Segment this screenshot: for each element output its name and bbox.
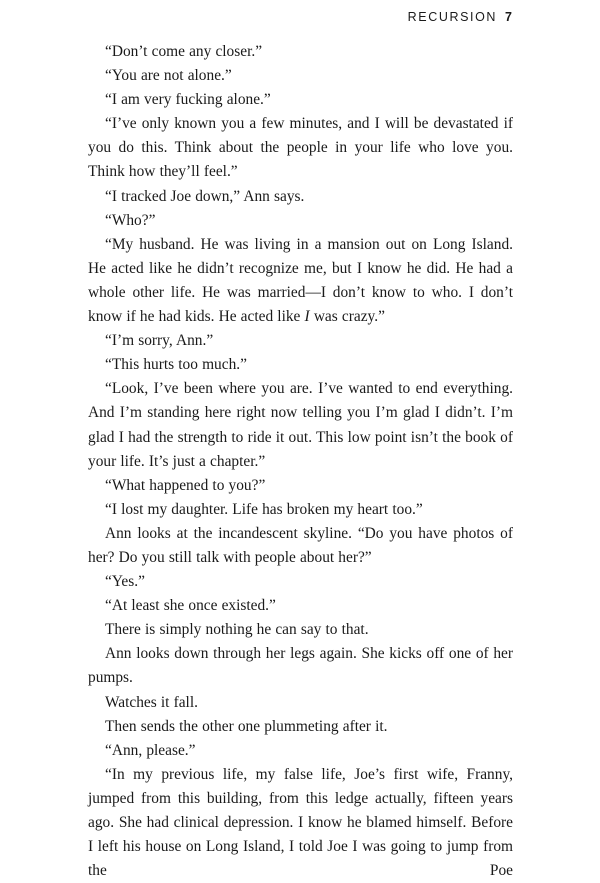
paragraph: Watches it fall. <box>105 693 198 711</box>
paragraph: “I’ve only known you a few minutes, and I will be devastated if you do this. Think about the people in your life who love you. Think how they’ll feel.” <box>88 115 513 181</box>
paragraph: “I am very fucking alone.” <box>105 91 271 109</box>
paragraph-text: “My husband. He was living in a mansion out on Long Island. He acted like he didn’t recognize me, but I know he did. He had a whole other life. He was married—I don’t know to who. I don’t know if he had kids. He acted like <box>88 235 513 326</box>
paragraph: There is simply nothing he can say to that. <box>105 621 369 639</box>
paragraph: “Don’t come any closer.” <box>105 43 263 60</box>
paragraph: “I tracked Joe down,” Ann says. <box>105 187 305 205</box>
body-text <box>88 40 513 883</box>
paragraph: “In my previous life, my false life, Joe’s first wife, Franny, jumped from this building, from this ledge actually, fifteen years ago. She had clinical depression. I know he blamed himself. Before I left his house on Long Island, I told Joe I was going to jump from the Poe <box>88 765 513 880</box>
paragraph: “At least she once existed.” <box>105 597 276 615</box>
running-head <box>408 10 512 24</box>
paragraph: “This hurts too much.” <box>105 356 247 374</box>
book-title: RECURSION <box>407 10 498 24</box>
paragraph <box>88 233 513 329</box>
italic-emphasis: I <box>304 308 310 326</box>
paragraph: Then sends the other one plummeting after it. <box>105 717 388 735</box>
page-number: 7 <box>505 10 512 24</box>
paragraph: “Yes.” <box>105 573 145 591</box>
paragraph: “Who?” <box>105 211 156 229</box>
paragraph: “Ann, please.” <box>105 741 196 759</box>
paragraph: Ann looks down through her legs again. She kicks off one of her pumps. <box>88 645 513 687</box>
paragraph: “What happened to you?” <box>105 476 266 494</box>
paragraph: “You are not alone.” <box>105 67 232 85</box>
paragraph-text-end: was crazy.” <box>309 308 385 326</box>
paragraph: “Look, I’ve been where you are. I’ve wanted to end everything. And I’m standing here right now telling you I’m glad I didn’t. I’m glad I had the strength to ride it out. This low point isn’t the book of your life. It’s just a chapter.” <box>88 380 513 470</box>
paragraph: “I’m sorry, Ann.” <box>105 332 214 350</box>
paragraph: “I lost my daughter. Life has broken my heart too.” <box>105 500 423 518</box>
paragraph: Ann looks at the incandescent skyline. “Do you have photos of her? Do you still talk with people about her?” <box>88 524 513 566</box>
